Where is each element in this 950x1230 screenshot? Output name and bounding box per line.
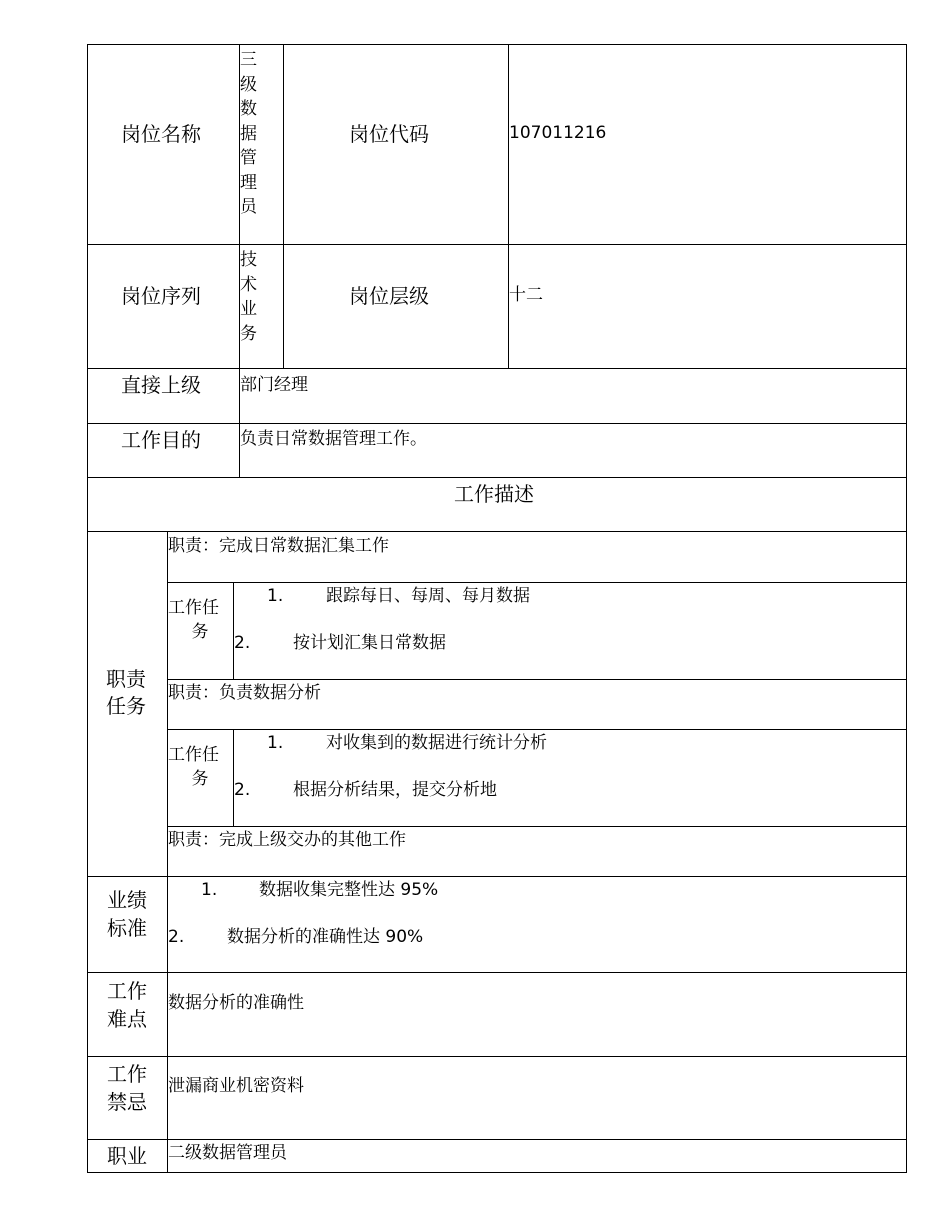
career-value: 二级数据管理员 bbox=[168, 1143, 287, 1163]
duty-2-task-2-text: 根据分析结果，提交分析地 bbox=[293, 780, 497, 800]
post-name-value: 三级数据管理员 bbox=[240, 50, 257, 217]
section-title: 工作描述 bbox=[454, 482, 534, 506]
post-level-value: 十二 bbox=[509, 285, 543, 305]
duty-1-task-1-text: 跟踪每日、每周、每月数据 bbox=[326, 586, 530, 606]
post-series-value: 技术业务 bbox=[240, 250, 257, 344]
difficulty-label-line1: 工作 bbox=[107, 979, 147, 1003]
duty-1-task-2-text: 按计划汇集日常数据 bbox=[293, 633, 446, 653]
superior-label: 直接上级 bbox=[121, 373, 201, 397]
post-name-label: 岗位名称 bbox=[121, 122, 201, 146]
duty-2-task-1-text: 对收集到的数据进行统计分析 bbox=[326, 733, 547, 753]
duty-2-task-1-num: 1. bbox=[267, 733, 284, 753]
duty-label-line2: 任务 bbox=[106, 694, 146, 718]
post-code-label: 岗位代码 bbox=[349, 122, 429, 146]
purpose-label: 工作目的 bbox=[121, 428, 201, 452]
duty-2-title: 职责：负责数据分析 bbox=[168, 683, 321, 703]
superior-value: 部门经理 bbox=[240, 375, 308, 395]
difficulty-value: 数据分析的准确性 bbox=[168, 993, 304, 1013]
post-level-label: 岗位层级 bbox=[349, 284, 429, 308]
performance-2-num: 2. bbox=[168, 927, 185, 947]
post-series-label: 岗位序列 bbox=[121, 284, 201, 308]
duty-label-line1: 职责 bbox=[106, 667, 146, 691]
performance-1-text: 数据收集完整性达 95% bbox=[259, 880, 439, 900]
purpose-value: 负责日常数据管理工作。 bbox=[240, 429, 427, 449]
duty-1-task-2-num: 2. bbox=[234, 633, 251, 653]
task-label-2-line1: 工作任 bbox=[168, 745, 219, 765]
task-label-1-line2: 务 bbox=[191, 622, 209, 642]
performance-2-text: 数据分析的准确性达 90% bbox=[227, 927, 424, 947]
difficulty-label-line2: 难点 bbox=[107, 1007, 147, 1031]
duty-1-title: 职责：完成日常数据汇集工作 bbox=[168, 536, 389, 556]
performance-label-line1: 业绩 bbox=[107, 888, 147, 912]
performance-1-num: 1. bbox=[201, 880, 218, 900]
taboo-value: 泄漏商业机密资料 bbox=[168, 1076, 304, 1096]
taboo-label-line2: 禁忌 bbox=[107, 1090, 147, 1114]
task-label-1-line1: 工作任 bbox=[168, 598, 219, 618]
task-label-2-line2: 务 bbox=[191, 769, 209, 789]
career-label: 职业 bbox=[107, 1144, 147, 1168]
performance-label-line2: 标准 bbox=[107, 916, 147, 940]
duty-2-task-2-num: 2. bbox=[234, 780, 251, 800]
post-code-value: 107011216 bbox=[509, 123, 607, 143]
taboo-label-line1: 工作 bbox=[107, 1062, 147, 1086]
duty-3-title: 职责：完成上级交办的其他工作 bbox=[168, 830, 406, 850]
duty-1-task-1-num: 1. bbox=[267, 586, 284, 606]
